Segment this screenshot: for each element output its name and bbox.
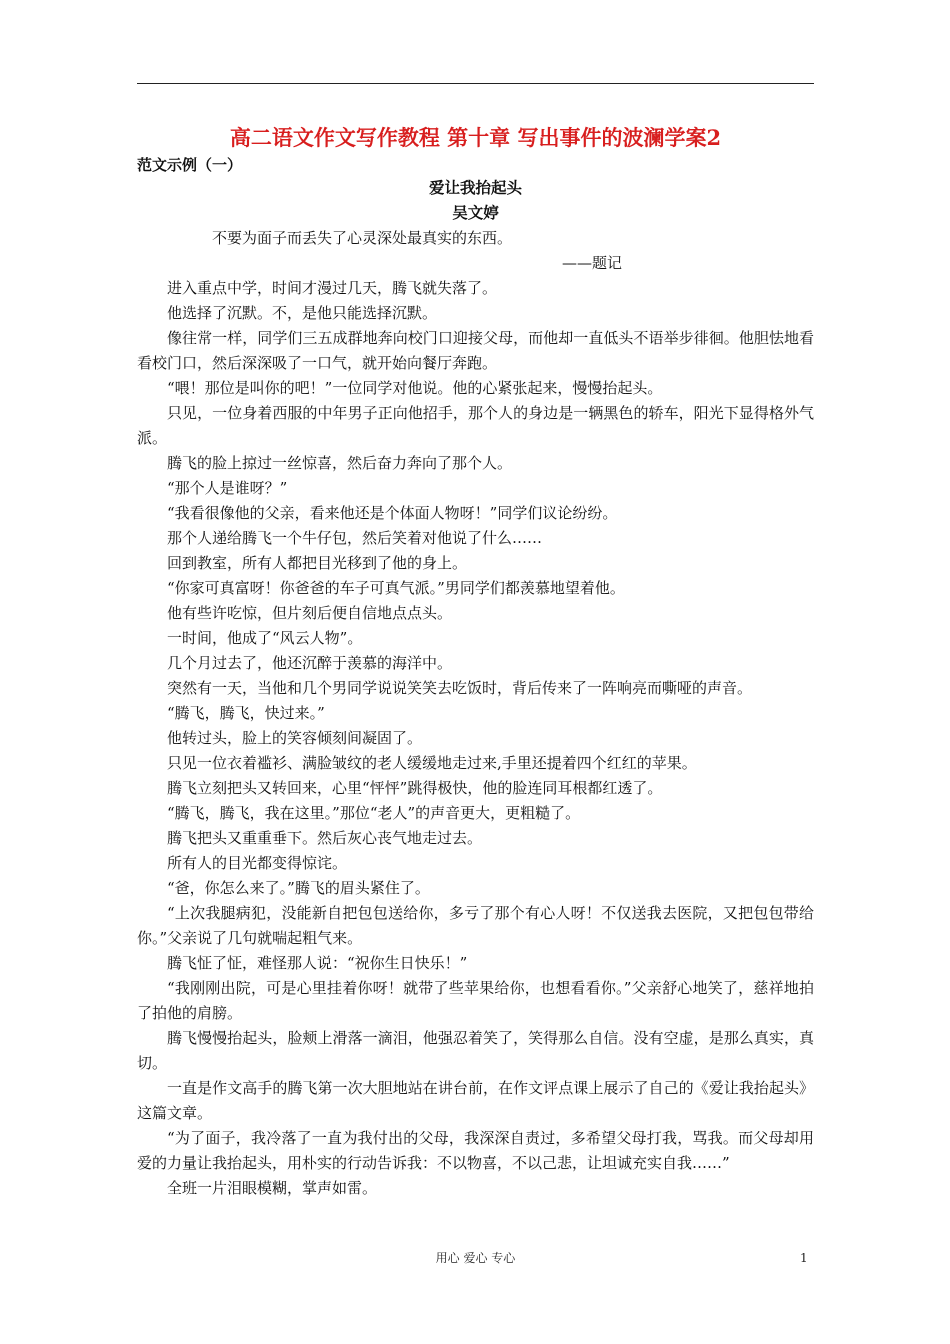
paragraph: 腾飞慢慢抬起头，脸颊上滑落一滴泪，他强忍着笑了，笑得那么自信。没有空虚，是那么真实，真切。	[137, 1029, 814, 1072]
paragraph: “喂！那位是叫你的吧！”一位同学对他说。他的心紧张起来，慢慢抬起头。	[167, 379, 663, 397]
paragraph: “上次我腿病犯，没能新自把包包送给你，多亏了那个有心人呀！不仅送我去医院，又把包包带给你。”父亲说了几句就喘起粗气来。	[137, 904, 814, 947]
paragraph: “我刚刚出院，可是心里挂着你呀！就带了些苹果给你，也想看看你。”父亲舒心地笑了，慈祥地拍了拍他的肩膀。	[137, 979, 814, 1022]
paragraph: 腾飞怔了怔，难怪那人说：“祝你生日快乐！”	[167, 954, 468, 972]
paragraph: 腾飞把头又重重垂下。然后灰心丧气地走过去。	[167, 829, 483, 847]
page-footer: 用心 爱心 专心	[435, 1251, 516, 1265]
paragraph: “腾飞，腾飞，快过来。”	[167, 704, 325, 722]
paragraph: 像往常一样，同学们三五成群地奔向校门口迎接父母，而他却一直低头不语举步徘徊。他胆怯地看看校门口，然后深深吸了一口气，就开始向餐厅奔跑。	[137, 329, 814, 372]
epigraph-source: ——题记	[562, 254, 623, 272]
article-body	[137, 276, 814, 1201]
paragraph: “你家可真富呀！你爸爸的车子可真气派。”男同学们都羡慕地望着他。	[167, 579, 625, 597]
paragraph: “我看很像他的父亲，看来他还是个体面人物呀！”同学们议论纷纷。	[167, 504, 618, 522]
paragraph: 突然有一天，当他和几个男同学说说笑笑去吃饭时，背后传来了一阵响亮而嘶哑的声音。	[167, 679, 753, 697]
paragraph: 全班一片泪眼模糊，掌声如雷。	[167, 1179, 378, 1197]
paragraph: 几个月过去了，他还沉醉于羡慕的海洋中。	[167, 654, 453, 672]
paragraph: 只见，一位身着西服的中年男子正向他招手，那个人的身边是一辆黑色的轿车，阳光下显得格外气派。	[137, 404, 814, 447]
paragraph: “那个人是谁呀？”	[167, 479, 288, 497]
page-number: 1	[800, 1251, 808, 1265]
epigraph: 不要为面子而丢失了心灵深处最真实的东西。	[212, 229, 513, 247]
header-rule	[137, 83, 814, 84]
paragraph: 那个人递给腾飞一个牛仔包，然后笑着对他说了什么……	[167, 529, 543, 547]
article-author: 吴文婷	[452, 203, 499, 222]
article-title: 爱让我抬起头	[428, 178, 522, 197]
paragraph: 回到教室，所有人都把目光移到了他的身上。	[167, 554, 468, 572]
section-label: 范文示例（一）	[137, 156, 243, 174]
document-title: 高二语文作文写作教程 第十章 写出事件的波澜学案2	[229, 125, 722, 150]
paragraph: 腾飞的脸上掠过一丝惊喜，然后奋力奔向了那个人。	[167, 454, 513, 472]
paragraph: 他选择了沉默。不，是他只能选择沉默。	[167, 304, 438, 322]
paragraph: 他有些许吃惊，但片刻后便自信地点点头。	[167, 604, 453, 622]
paragraph: 一直是作文高手的腾飞第一次大胆地站在讲台前，在作文评点课上展示了自己的《爱让我抬起头》这篇文章。	[137, 1079, 814, 1122]
paragraph: 进入重点中学，时间才漫过几天，腾飞就失落了。	[167, 279, 498, 297]
paragraph: 他转过头，脸上的笑容倾刻间凝固了。	[167, 729, 423, 747]
paragraph: 一时间，他成了“风云人物”。	[167, 629, 363, 647]
paragraph: “爸，你怎么来了。”腾飞的眉头紧住了。	[167, 879, 430, 897]
paragraph: “腾飞，腾飞，我在这里。”那位“老人”的声音更大，更粗糙了。	[167, 804, 581, 822]
paragraph: 只见一位衣着褴衫、满脸皱纹的老人缓缓地走过来,手里还提着四个红红的苹果。	[167, 754, 697, 772]
paragraph: “为了面子，我冷落了一直为我付出的父母，我深深自责过，多希望父母打我，骂我。而父母却用爱的力量让我抬起头，用朴实的行动告诉我：不以物喜，不以己悲，让坦诚充实自我……”	[137, 1129, 814, 1172]
paragraph: 所有人的目光都变得惊诧。	[167, 854, 348, 872]
paragraph: 腾飞立刻把头又转回来，心里“怦怦”跳得极快，他的脸连同耳根都红透了。	[167, 779, 663, 797]
